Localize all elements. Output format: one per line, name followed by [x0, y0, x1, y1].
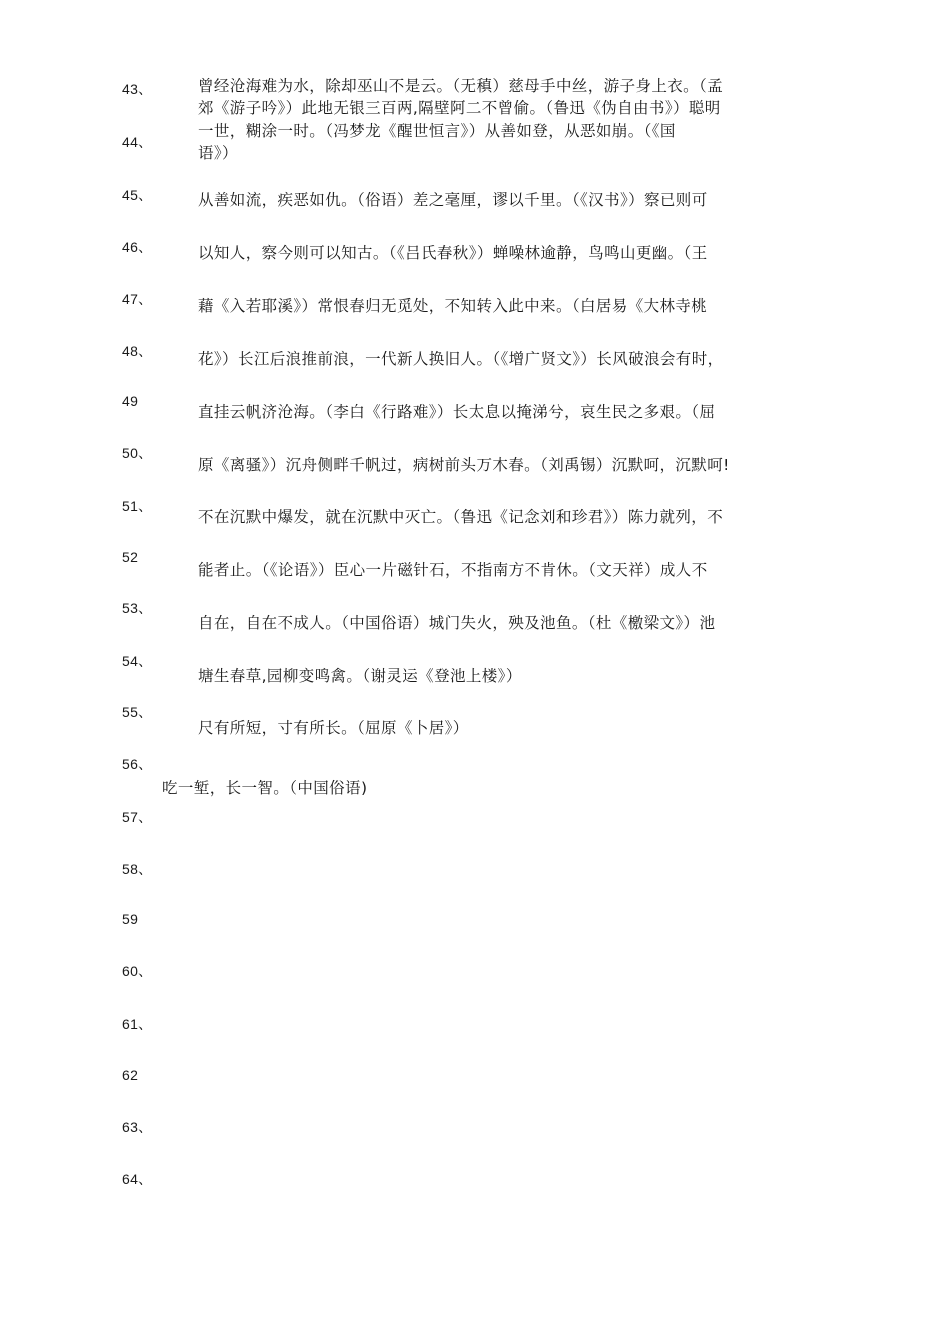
item-number-57: 57、	[122, 809, 153, 825]
item-number-56: 56、	[122, 756, 153, 772]
item-number-52: 52	[122, 549, 139, 565]
text-line: 原《离骚》）沉舟侧畔千帆过，病树前头万木春。（刘禹锡）沉默呵，沉默呵!	[198, 456, 730, 474]
item-number-62: 62	[122, 1067, 139, 1083]
item-number-48: 48、	[122, 343, 153, 359]
text-line: 能者止。（《论语》）臣心一片磁针石，不指南方不肯休。（文天祥）成人不	[198, 561, 708, 579]
item-number-43: 43、	[122, 81, 153, 97]
text-line: 直挂云帆济沧海。（李白《行路难》）长太息以掩涕兮，哀生民之多艰。（屈	[198, 403, 716, 421]
item-number-58: 58、	[122, 861, 153, 877]
text-line: 塘生春草,园柳变鸣禽。（谢灵运《登池上楼》）	[198, 667, 522, 685]
item-number-54: 54、	[122, 653, 153, 669]
item-number-53: 53、	[122, 600, 153, 616]
text-line: 花》）长江后浪推前浪，一代新人换旧人。（《增广贤文》）长风破浪会有时，	[198, 350, 724, 368]
item-number-45: 45、	[122, 187, 153, 203]
text-line: 藉《入若耶溪》）常恨春归无觅处，不知转入此中来。（白居易《大林寺桃	[198, 297, 708, 315]
item-number-51: 51、	[122, 498, 153, 514]
item-number-64: 64、	[122, 1171, 153, 1187]
text-line: 自在，自在不成人。（中国俗语）城门失火，殃及池鱼。（杜《檄梁文》）池	[198, 614, 716, 632]
item-number-61: 61、	[122, 1016, 153, 1032]
item-number-47: 47、	[122, 291, 153, 307]
text-line: 语》）	[198, 144, 238, 162]
item-number-50: 50、	[122, 445, 153, 461]
text-line: 一世，糊涂一时。（冯梦龙《醒世恒言》）从善如登，从恶如崩。（《国	[198, 122, 676, 140]
text-line: 曾经沧海难为水，除却巫山不是云。（无稹）慈母手中丝，游子身上衣。（孟	[198, 77, 724, 95]
text-line: 郊《游子吟》）此地无银三百两,隔壁阿二不曾偷。（鲁迅《伪自由书》）聪明	[198, 99, 721, 117]
text-line: 以知人，察今则可以知古。（《吕氏春秋》）蝉噪林逾静，鸟鸣山更幽。（王	[198, 244, 708, 262]
item-number-60: 60、	[122, 963, 153, 979]
item-number-63: 63、	[122, 1119, 153, 1135]
item-number-44: 44、	[122, 134, 153, 150]
item-number-49: 49	[122, 393, 139, 409]
item-number-55: 55、	[122, 704, 153, 720]
text-line: 吃一堑，长一智。（中国俗语)	[162, 779, 368, 797]
text-line: 不在沉默中爆发，就在沉默中灭亡。（鲁迅《记念刘和珍君》）陈力就列，不	[198, 508, 724, 526]
item-number-59: 59	[122, 911, 139, 927]
text-line: 从善如流，疾恶如仇。（俗语）差之毫厘，谬以千里。（《汉书》）察已则可	[198, 191, 708, 209]
item-number-46: 46、	[122, 239, 153, 255]
text-line: 尺有所短，寸有所长。（屈原《卜居》）	[198, 719, 469, 737]
